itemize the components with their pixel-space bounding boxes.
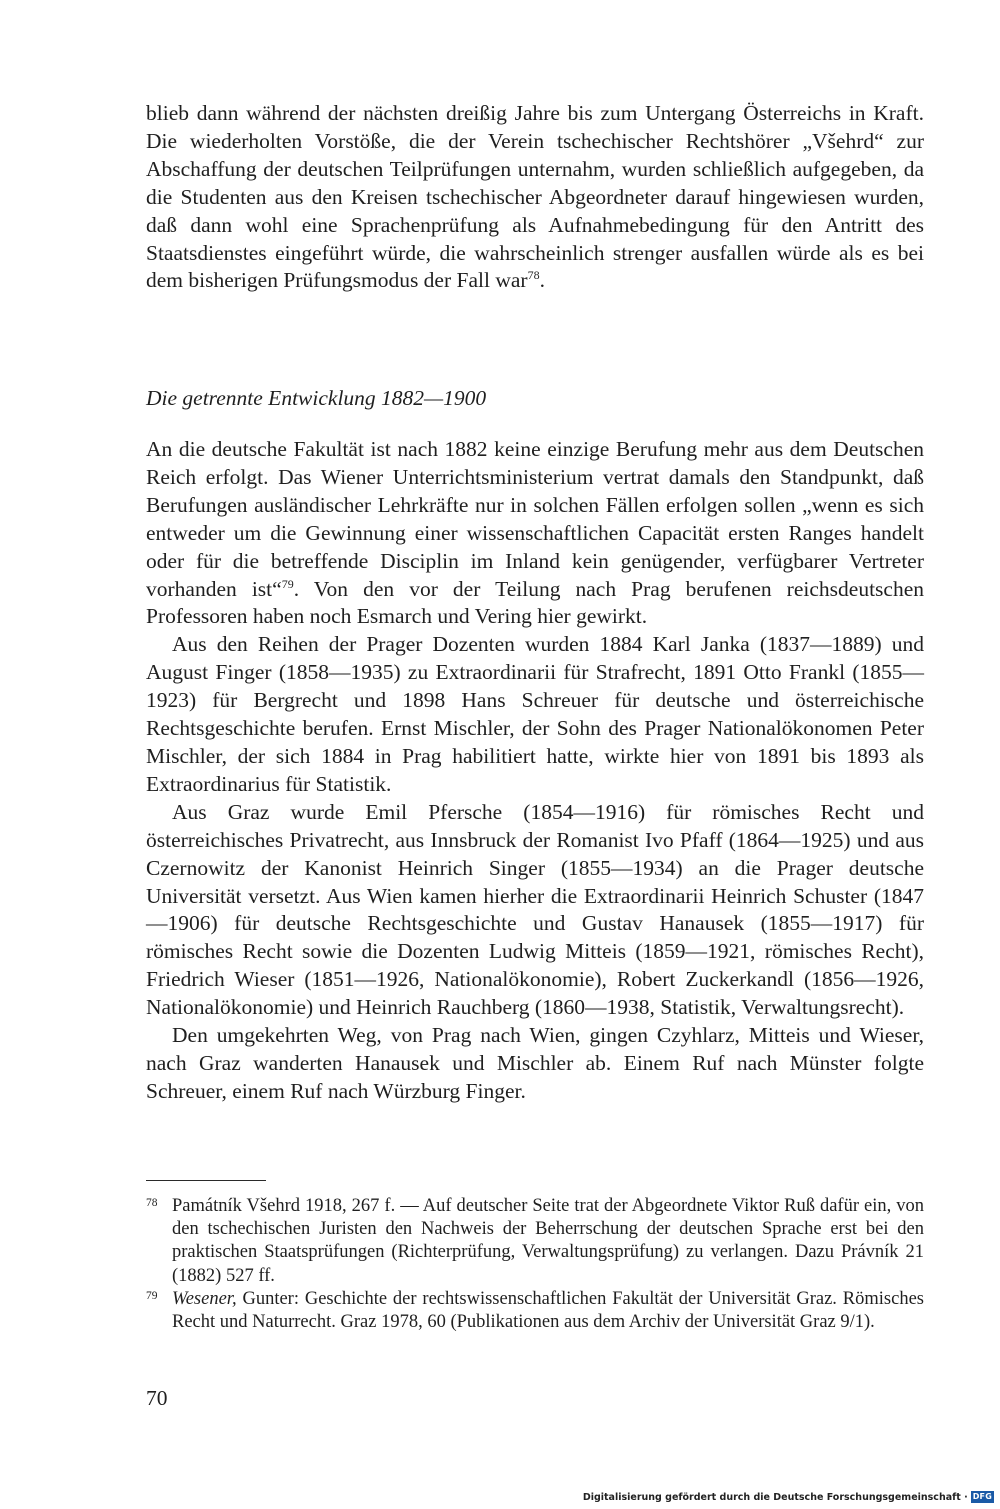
paragraph-text: An die deutsche Fakultät ist nach 1882 keine einzige Berufung mehr aus dem Deutschen Reich erfolgt. Das Wiener Unterrichtsministerium vertrat damals den Standpunkt, daß Berufungen ausländischer Lehrkräfte nur in solchen Fällen erfolgen sollen „wenn es sich entweder um die Gewinnung einer wissenschaftlichen Capacität ersten Ranges handelt oder für die betreffende Disciplin im Inland kein genügender, verfügbarer Vertreter vorhanden ist“ [146, 437, 924, 601]
footnote [146, 1288, 924, 1334]
footnote-number: 79 [146, 1289, 158, 1302]
paragraph: Aus den Reihen der Prager Dozenten wurden 1884 Karl Janka (1837—1889) und August Finger (1858—1935) zu Extraordinarii für Strafrecht, 1891 Otto Frankl (1855—1923) für Bergrecht und 1898 Hans Schreuer für deutsche und österreichische Rechtsgeschichte berufen. Ernst Mischler, der Sohn des Prager Nationalökonomen Peter Mischler, der sich 1884 in Prag habilitiert hatte, wirkte hier von 1891 bis 1893 als Extraordinarius für Statistik. [146, 632, 924, 796]
section-body [146, 436, 924, 1106]
footnote-divider [146, 1180, 266, 1181]
paragraph [146, 436, 924, 631]
footnote-reference: 79 [281, 576, 294, 591]
paragraph: Aus Graz wurde Emil Pfersche (1854—1916) für römisches Recht und österreichisches Privatrecht, aus Innsbruck der Romanist Ivo Pfaff (1864—1925) und aus Czernowitz der Kanonist Heinrich Singer (1855—1934) an die Prager deutsche Universität versetzt. Aus Wien kamen hierher die Extraordinarii Heinrich Schuster (1847—1906) für deutsche Rechtsgeschichte und Gustav Hanausek (1855—1917) für römisches Recht sowie die Dozenten Ludwig Mitteis (1859—1921, römisches Recht), Friedrich Wieser (1851—1926, Nationalökonomie), Robert Zuckerkandl (1856—1926, Nationalökonomie) und Heinrich Rauchberg (1860—1938, Statistik, Verwaltungsrecht). [146, 799, 924, 1020]
digitization-credit [583, 1490, 994, 1504]
footnote-number: 78 [146, 1197, 158, 1209]
footnote-text: Památník Všehrd 1918, 267 f. — Auf deutscher Seite trat der Abgeordnete Viktor Ruß dafür ein, von den tschechischen Juristen den Nachweis der Beherrschung der deutschen Sprache erst bei den praktischen Staatsprüfungen (Richterprüfung, Verwaltungsprüfung) zu verlangen. Dazu Právník 21 (1882) 527 ff. [172, 1196, 924, 1286]
footnote [146, 1195, 924, 1288]
footnote-reference: 78 [527, 268, 540, 283]
footnote-author: Wesener, [172, 1288, 237, 1309]
paragraph-text: . Von den vor der Teilung nach Prag berufenen reichsdeutschen Professoren haben noch Esmarch und Vering hier gewirkt. [146, 576, 924, 629]
paragraph-end: . [539, 268, 545, 293]
page-number: 70 [146, 1386, 168, 1410]
paragraph-continued [146, 100, 924, 295]
section-heading: Die getrennte Entwicklung 1882—1900 [146, 386, 487, 410]
paragraph-text: blieb dann während der nächsten dreißig Jahre bis zum Untergang Österreichs in Kraft. Die wiederholten Vorstöße, die der Verein tschechischer Rechtshörer „Všehrd“ zur Abschaffung der deutschen Teilprüfungen unternahm, wurden schließlich aufgegeben, da die Studenten aus den Kreisen tschechischer Abgeordneter darauf hingewiesen wurden, daß dann wohl eine Sprachenprüfung als Aufnahmebedingung für den Antritt des Staatsdienstes eingeführt würde, die wahrscheinlich strenger ausfallen würde als es bei dem bisherigen Prüfungsmodus der Fall war [146, 101, 924, 293]
dfg-logo-icon: DFG [972, 1492, 992, 1501]
footnote-text: Gunter: Geschichte der rechtswissenschaftlichen Fakultät der Universität Graz. Römisches Recht und Naturrecht. Graz 1978, 60 (Publikationen aus dem Archiv der Universität Graz 9/1). [172, 1288, 924, 1333]
paragraph: Den umgekehrten Weg, von Prag nach Wien, gingen Czyhlarz, Mitteis und Wieser, nach Graz wanderten Hanausek und Mischler ab. Einem Ruf nach Münster folgte Schreuer, einem Ruf nach Würzburg Finger. [146, 1023, 924, 1103]
credit-text: Digitalisierung gefördert durch die Deutsche Forschungsgemeinschaft · [582, 1491, 968, 1503]
footnotes [146, 1195, 924, 1334]
